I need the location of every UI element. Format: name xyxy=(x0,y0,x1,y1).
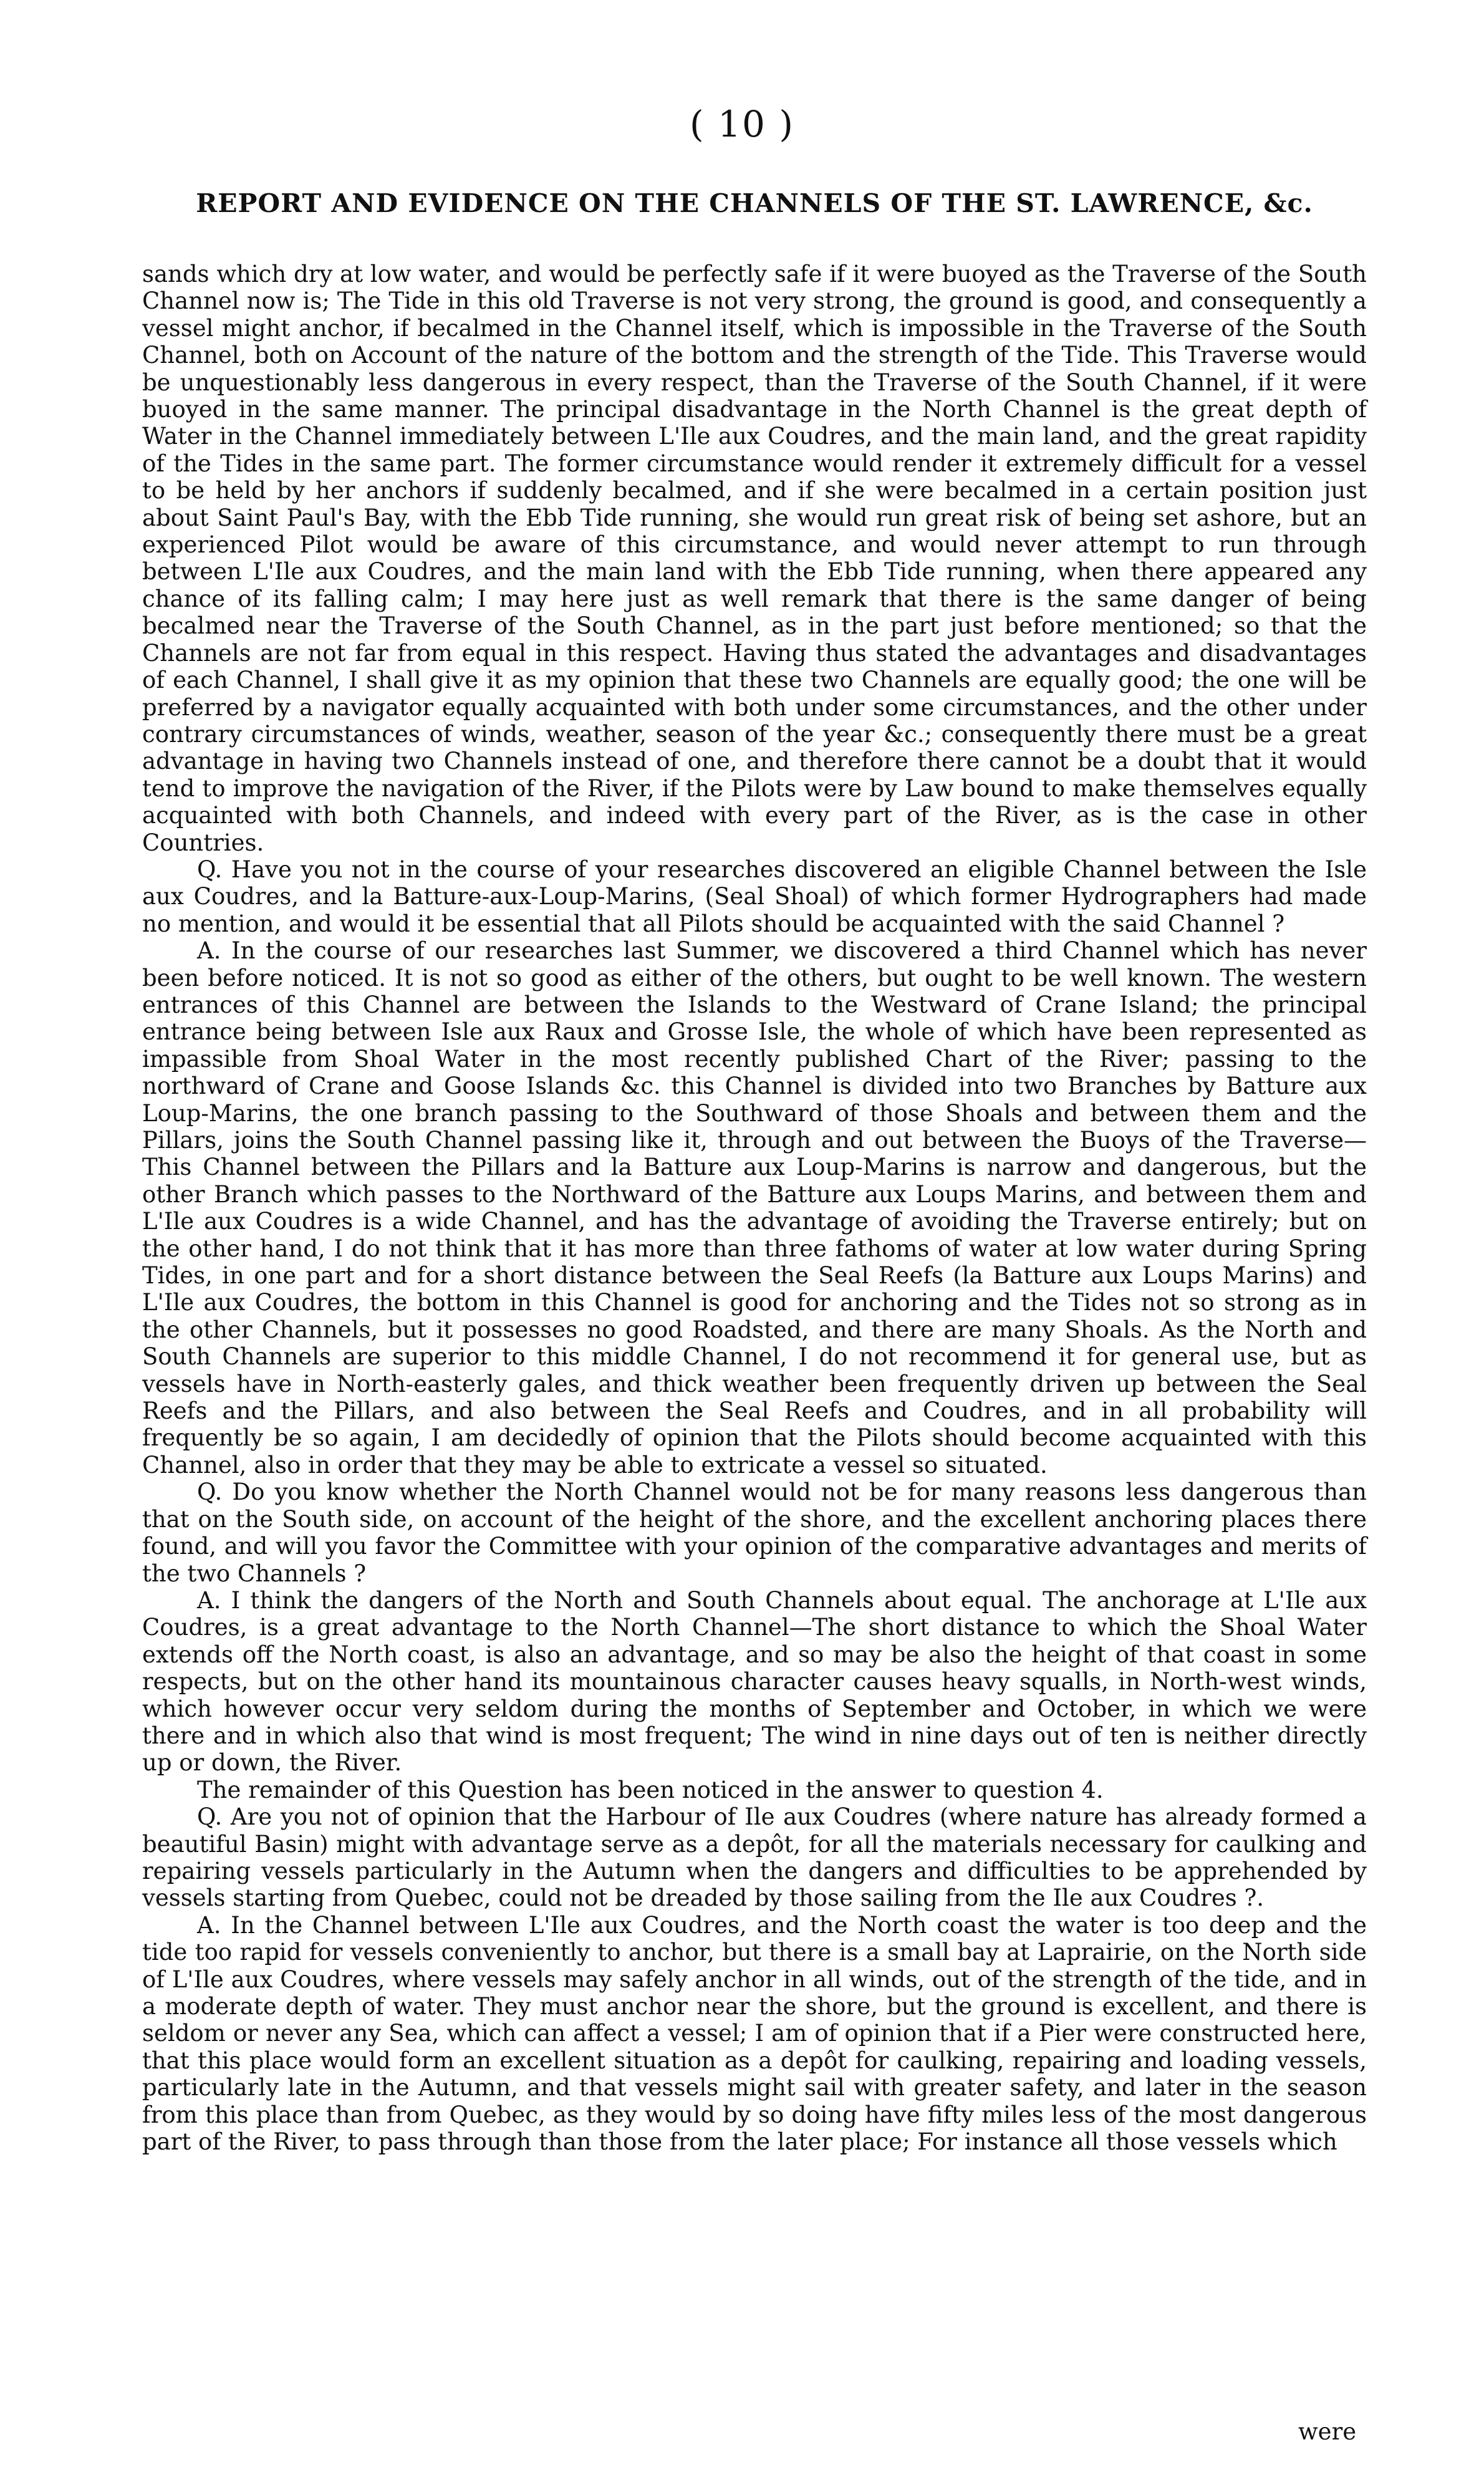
body-text xyxy=(142,261,1367,2155)
paragraph-answer-north-channel: A. I think the dangers of the North and South Channels about equal. The anchorage at L'Ile aux Coudres, is a great advantage to the North Channel—The short distance to which the Shoal Water extends off the North coast, is also an advantage, and so may be also the height of that coast in some respects, but on the other hand its mountainous character causes heavy squalls, in North-west winds, which however occur very seldom during the months of September and October, in which we were there and in which also that wind is most frequent; The wind in nine days out of ten is neither directly up or down, the River. xyxy=(142,1586,1367,1777)
paragraph-question-third-channel: Q. Have you not in the course of your researches discovered an eligible Channel between the Isle aux Coudres, and la Batture-aux-Loup-Marins, (Seal Shoal) of which former Hydrographers had made no mention, and would it be essential that all Pilots should be acquainted with the said Channel ? xyxy=(142,856,1367,937)
paragraph-question-harbour: Q. Are you not of opinion that the Harbour of Ile aux Coudres (where nature has already formed a beautiful Basin) might with advantage serve as a depôt, for all the materials necessary for caulking and repairing vessels particularly in the Autumn when the dangers and difficulties to be apprehended by vessels starting from Quebec, could not be dreaded by those sailing from the Ile aux Coudres ?. xyxy=(142,1803,1367,1912)
running-head: REPORT AND EVIDENCE ON THE CHANNELS OF THE ST. LAWRENCE, &c. xyxy=(196,188,1313,218)
page-number: ( 10 ) xyxy=(690,103,794,145)
paragraph-answer-third-channel: A. In the course of our researches last Summer, we discovered a third Channel which has never been before noticed. It is not so good as either of the others, but ought to be well known. The western entrances of this Channel are between the Islands to the Westward of Crane Island; the principal entrance being between Isle aux Raux and Grosse Isle, the whole of which have been represented as impassible from Shoal Water in the most recently published Chart of the River; passing to the northward of Crane and Goose Islands &c. this Channel is divided into two Branches by Batture aux Loup-Marins, the one branch passing to the Southward of those Shoals and between them and the Pillars, joins the South Channel passing like it, through and out between the Buoys of the Traverse—This Channel between the Pillars and la Batture aux Loup-Marins is narrow and dangerous, but the other Branch which passes to the Northward of the Batture aux Loups Marins, and between them and L'Ile aux Coudres is a wide Channel, and has the advantage of avoiding the Traverse entirely; but on the other hand, I do not think that it has more than three fathoms of water at low water during Spring Tides, in one part and for a short distance between the Seal Reefs (la Batture aux Loups Marins) and L'Ile aux Coudres, the bottom in this Channel is good for anchoring and the Tides not so strong as in the other Channels, but it possesses no good Roadsted, and there are many Shoals. As the North and South Channels are superior to this middle Channel, I do not recommend it for general use, but as vessels have in North-easterly gales, and thick weather been frequently driven up between the Seal Reefs and the Pillars, and also between the Seal Reefs and Coudres, and in all probability will frequently be so again, I am decidedly of opinion that the Pilots should become acquainted with this Channel, also in order that they may be able to extricate a vessel so situated. xyxy=(142,937,1367,1479)
paragraph-question-north-channel: Q. Do you know whether the North Channel would not be for many reasons less dangerous than that on the South side, on account of the height of the shore, and the excellent anchoring places there found, and will you favor the Committee with your opinion of the comparative advantages and merits of the two Channels ? xyxy=(142,1479,1367,1587)
catchword: were xyxy=(1298,2418,1357,2445)
paragraph-continuation: sands which dry at low water, and would be perfectly safe if it were buoyed as the Traverse of the South Channel now is; The Tide in this old Traverse is not very strong, the ground is good, and consequently a vessel might anchor, if becalmed in the Channel itself, which is impossible in the Traverse of the South Channel, both on Account of the nature of the bottom and the strength of the Tide. This Traverse would be unquestionably less dangerous in every respect, than the Traverse of the South Channel, if it were buoyed in the same manner. The principal disadvantage in the North Channel is the great depth of Water in the Channel immediately between L'Ile aux Coudres, and the main land, and the great rapidity of the Tides in the same part. The former circumstance would render it extremely difficult for a vessel to be held by her anchors if suddenly becalmed, and if she were becalmed in a certain position just about Saint Paul's Bay, with the Ebb Tide running, she would run great risk of being set ashore, but an experienced Pilot would be aware of this circumstance, and would never attempt to run through between L'Ile aux Coudres, and the main land with the Ebb Tide running, when there appeared any chance of its falling calm; I may here just as well remark that there is the same danger of being becalmed near the Traverse of the South Channel, as in the part just before mentioned; so that the Channels are not far from equal in this respect. Having thus stated the advantages and disadvantages of each Channel, I shall give it as my opinion that these two Channels are equally good; the one will be preferred by a navigator equally acquainted with both under some circumstances, and the other under contrary circumstances of winds, weather, season of the year &c.; consequently there must be a great advantage in having two Channels instead of one, and therefore there cannot be a doubt that it would tend to improve the navigation of the River, if the Pilots were by Law bound to make themselves equally acquainted with both Channels, and indeed with every part of the River, as is the case in other Countries. xyxy=(142,261,1367,856)
paragraph-answer-harbour: A. In the Channel between L'Ile aux Coudres, and the North coast the water is too deep and the tide too rapid for vessels conveniently to anchor, but there is a small bay at Laprairie, on the North side of L'Ile aux Coudres, where vessels may safely anchor in all winds, out of the strength of the tide, and in a moderate depth of water. They must anchor near the shore, but the ground is excellent, and there is seldom or never any Sea, which can affect a vessel; I am of opinion that if a Pier were constructed here, that this place would form an excellent situation as a depôt for caulking, repairing and loading vessels, particularly late in the Autumn, and that vessels might sail with greater safety, and later in the season from this place than from Quebec, as they would by so doing have fifty miles less of the most dangerous part of the River, to pass through than those from the later place; For instance all those vessels which xyxy=(142,1911,1367,2156)
paragraph-remainder-note: The remainder of this Question has been noticed in the answer to question 4. xyxy=(197,1776,1104,1803)
